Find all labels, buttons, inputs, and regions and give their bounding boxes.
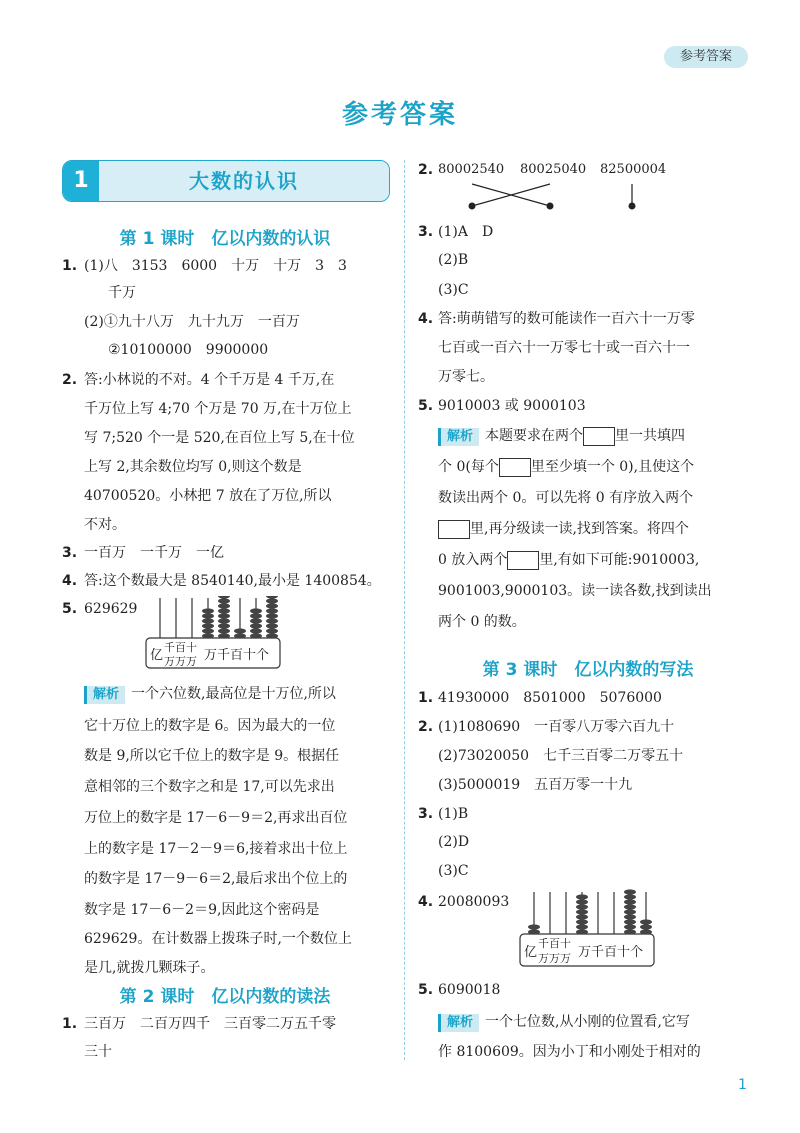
answer-line: (2)73020050 七千三百零二万零五十 bbox=[438, 748, 684, 764]
analysis-line: 两个 0 的数。 bbox=[438, 614, 526, 630]
answer-line: ②10100000 9900000 bbox=[108, 342, 269, 358]
matching-lines bbox=[460, 182, 660, 212]
analysis-line: 个 0(每个 里至少填一个 0),且使这个 bbox=[438, 459, 695, 475]
q-number: 4. bbox=[418, 311, 434, 327]
answer-line: (3)5000019 五百万零一十九 bbox=[438, 777, 633, 793]
answer-line: 不对。 bbox=[84, 517, 126, 533]
section-title-3: 第 3 课时 亿以内数的写法 bbox=[482, 660, 694, 680]
abacus-label-bottom: 万万万 bbox=[538, 952, 571, 965]
analysis-line: 629629。在计数器上拨珠子时,一个数位上 bbox=[84, 931, 352, 947]
answer-line: 千万 bbox=[108, 285, 136, 301]
answer-line: 千万位上写 4;70 个万是 70 万,在十万位上 bbox=[84, 401, 352, 417]
q-number: 4. bbox=[418, 894, 434, 910]
number-label: 80025040 bbox=[520, 162, 587, 177]
analysis-tag: 解析 bbox=[438, 428, 479, 446]
analysis-line: 数是 9,所以它千位上的数字是 9。根据任 bbox=[84, 748, 340, 764]
page-number: 1 bbox=[738, 1077, 747, 1093]
analysis-line: 是几,就拨几颗珠子。 bbox=[84, 960, 215, 976]
q-number: 3. bbox=[62, 545, 78, 561]
analysis-line: 9001003,9000103。读一读各数,找到读出 bbox=[438, 583, 712, 599]
answer-line: 20080093 bbox=[438, 894, 510, 910]
answer-line: (1)B bbox=[438, 806, 469, 822]
analysis-line: 解析 一个七位数,从小刚的位置看,它写 bbox=[438, 1012, 690, 1032]
answer-line: (2)B bbox=[438, 252, 469, 268]
q-number: 5. bbox=[418, 982, 434, 998]
chapter-header bbox=[62, 160, 390, 202]
analysis-line: 0 放入两个 里,有如下可能:9010003, bbox=[438, 552, 700, 568]
answer-line: 629629 bbox=[84, 601, 138, 617]
answer-line: (3)C bbox=[438, 282, 469, 298]
abacus-label-top: 千百十 bbox=[538, 937, 571, 950]
analysis-line: 解析 一个六位数,最高位是十万位,所以 bbox=[84, 684, 336, 704]
abacus-label-top: 千百十 bbox=[164, 641, 197, 654]
blank-box bbox=[438, 520, 470, 539]
answer-line: 41930000 8501000 5076000 bbox=[438, 690, 662, 706]
q-number: 3. bbox=[418, 224, 434, 240]
analysis-line: 里,再分级读一读,找到答案。将四个 bbox=[438, 519, 689, 539]
blank-box bbox=[583, 427, 615, 446]
q-number: 3. bbox=[418, 806, 434, 822]
analysis-line: 它十万位上的数字是 6。因为最大的一位 bbox=[84, 718, 336, 734]
blank-box bbox=[507, 551, 539, 570]
answer-line: (1)A D bbox=[438, 224, 494, 240]
answer-line: 写 7;520 个一是 520,在百位上写 5,在十位 bbox=[84, 430, 355, 446]
q-number: 1. bbox=[62, 1016, 78, 1032]
answer-line: 三百万 二百万四千 三百零二万五千零 bbox=[84, 1016, 336, 1032]
analysis-line: 作 8100609。因为小丁和小刚处于相对的 bbox=[438, 1044, 701, 1060]
q-number: 2. bbox=[62, 372, 78, 388]
analysis-line: 上的数字是 17－2－9＝6,接着求出十位上 bbox=[84, 841, 348, 857]
answer-line: (1)八 3153 6000 十万 十万 3 3 bbox=[84, 258, 347, 274]
abacus-label-right: 万千百十个 bbox=[578, 945, 644, 960]
answer-line: 三十 bbox=[84, 1044, 112, 1060]
abacus-label-yi: 亿 bbox=[150, 648, 164, 663]
analysis-tag: 解析 bbox=[84, 686, 125, 704]
header-badge: 参考答案 bbox=[664, 46, 748, 68]
section-title-2: 第 2 课时 亿以内数的读法 bbox=[119, 987, 331, 1007]
abacus-label-bottom: 万万万 bbox=[164, 655, 197, 668]
column-divider bbox=[404, 160, 405, 1060]
page-title: 参考答案 bbox=[341, 100, 458, 130]
answer-line: 万零七。 bbox=[438, 369, 494, 385]
section-title-1: 第 1 课时 亿以内数的认识 bbox=[119, 229, 331, 249]
abacus-diagram-1 bbox=[144, 596, 284, 672]
answer-line: 答:小林说的不对。4 个千万是 4 千万,在 bbox=[84, 372, 335, 388]
abacus-label-yi: 亿 bbox=[524, 945, 538, 960]
answer-line: (3)C bbox=[438, 863, 469, 879]
answer-line: 一百万 一千万 一亿 bbox=[84, 545, 224, 561]
answer-line: (2)①九十八万 九十九万 一百万 bbox=[84, 314, 300, 330]
analysis-line: 万位上的数字是 17－6－9＝2,再求出百位 bbox=[84, 810, 348, 826]
analysis-line: 意相邻的三个数字之和是 17,可以先求出 bbox=[84, 779, 335, 795]
answer-line: 答:这个数最大是 8540140,最小是 1400854。 bbox=[84, 573, 381, 589]
answer-line: 9010003 或 9000103 bbox=[438, 398, 586, 414]
q-number: 2. bbox=[418, 162, 434, 178]
analysis-line: 的数字是 17－9－6＝2,最后求出个位上的 bbox=[84, 871, 348, 887]
q-number: 5. bbox=[418, 398, 434, 414]
q-number: 5. bbox=[62, 601, 78, 617]
number-label: 80002540 bbox=[438, 162, 505, 177]
blank-box bbox=[499, 458, 531, 477]
q-number: 1. bbox=[62, 258, 78, 274]
q-number: 1. bbox=[418, 690, 434, 706]
answer-line: 6090018 bbox=[438, 982, 501, 998]
answer-line: 七百或一百六十一万零七十或一百六十一 bbox=[438, 340, 690, 356]
q-number: 4. bbox=[62, 573, 78, 589]
analysis-line: 数字是 17－6－2＝9,因此这个密码是 bbox=[84, 902, 320, 918]
analysis-line: 解析 本题要求在两个 里一共填四 bbox=[438, 426, 685, 446]
q-number: 2. bbox=[418, 719, 434, 735]
answer-line: 上写 2,其余数位均写 0,则这个数是 bbox=[84, 459, 302, 475]
analysis-line: 数读出两个 0。可以先将 0 有序放入两个 bbox=[438, 490, 694, 506]
chapter-number: 1 bbox=[63, 161, 99, 201]
answer-line: 40700520。小林把 7 放在了万位,所以 bbox=[84, 488, 332, 504]
number-label: 82500004 bbox=[600, 162, 667, 177]
analysis-tag: 解析 bbox=[438, 1014, 479, 1032]
answer-line: 答:萌萌错写的数可能读作一百六十一万零 bbox=[438, 311, 695, 327]
chapter-title: 大数的认识 bbox=[189, 169, 299, 193]
answer-line: (1)1080690 一百零八万零六百九十 bbox=[438, 719, 675, 735]
abacus-diagram-2 bbox=[518, 888, 658, 970]
abacus-label-right: 万千百十个 bbox=[204, 648, 270, 663]
answer-line: (2)D bbox=[438, 834, 470, 850]
